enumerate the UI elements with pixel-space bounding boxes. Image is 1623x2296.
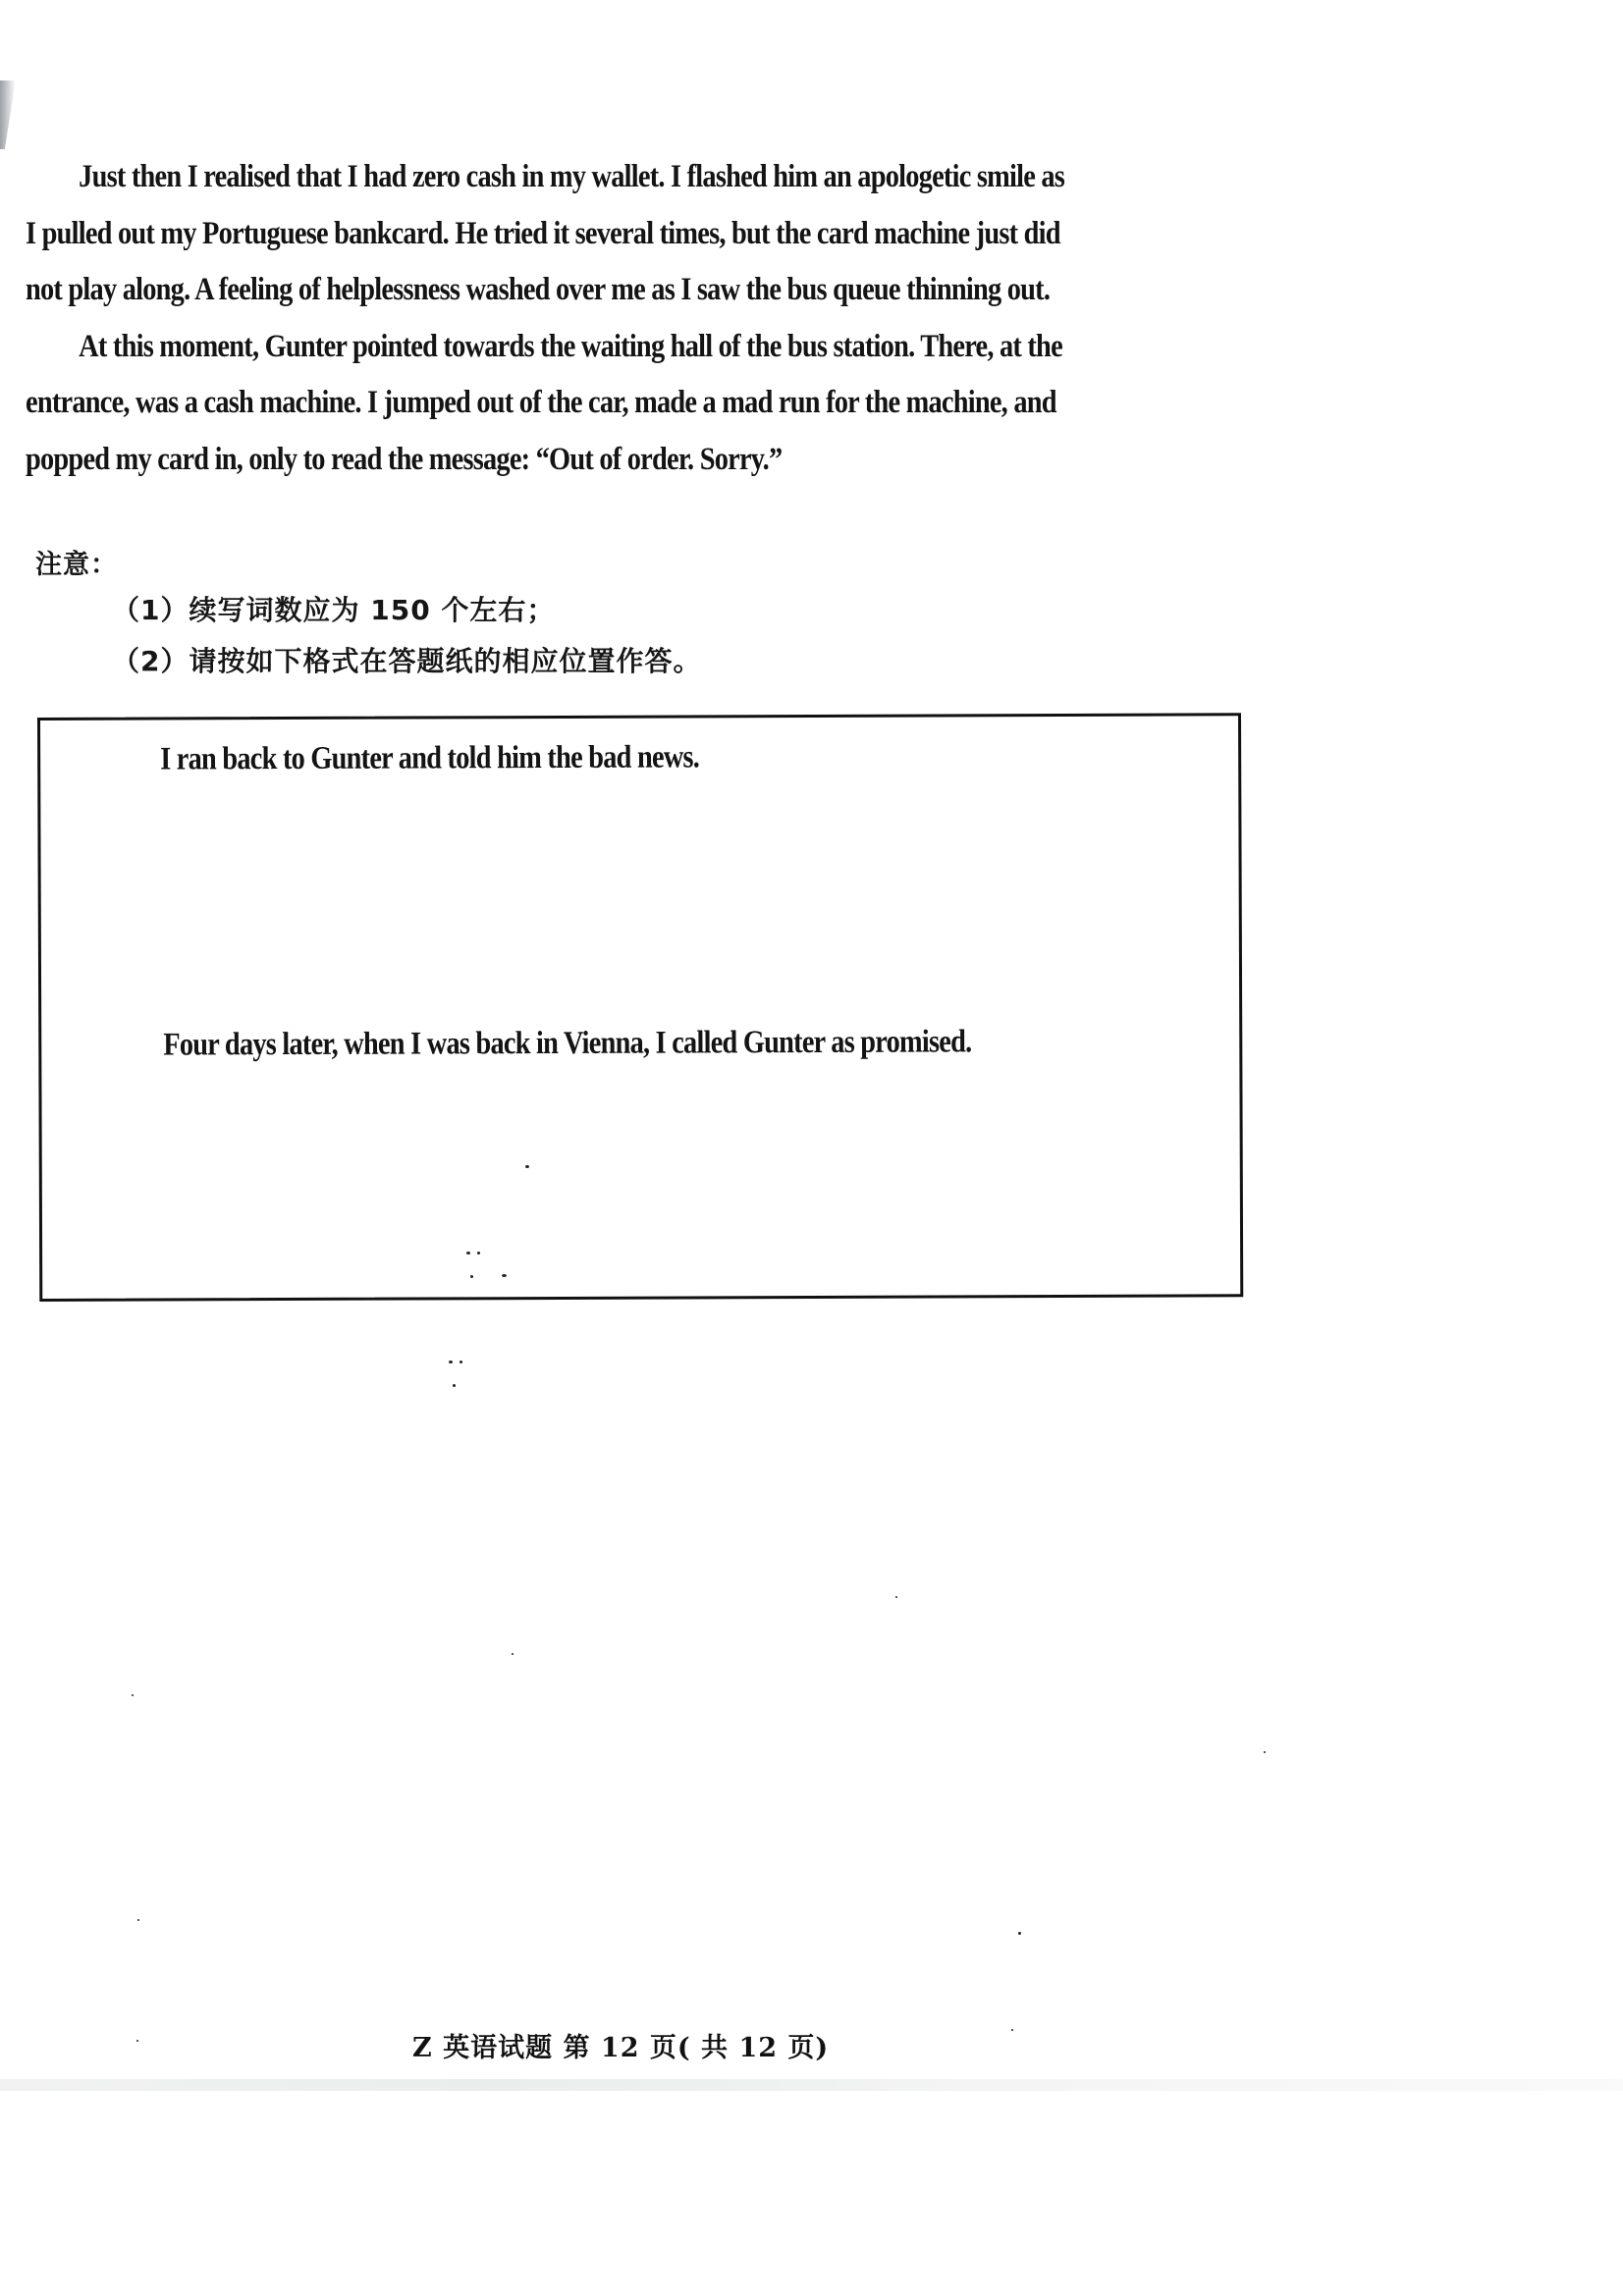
notes-title: 注意：: [35, 550, 118, 580]
instructions-notes: [35, 546, 702, 687]
scan-speck: [1011, 2029, 1013, 2031]
passage-line: At this moment, Gunter pointed towards the waiting hall of the bus station. There, at the: [79, 328, 1062, 364]
scan-speck: [895, 1596, 897, 1598]
passage-line: popped my card in, only to read the message: “Out of order. Sorry.”: [26, 441, 783, 477]
scan-speck: [512, 1653, 514, 1655]
passage-line: I pulled out my Portuguese bankcard. He tried it several times, but the card machine just did: [26, 215, 1060, 251]
scan-speck: [1018, 1932, 1021, 1935]
paragraph-2-opening-sentence: Four days later, when I was back in Vienna, I called Gunter as promised.: [163, 1024, 972, 1063]
scan-speck: [453, 1384, 456, 1387]
reading-passage: [26, 149, 1243, 488]
passage-line: not play along. A feeling of helplessness washed over me as I saw the bus queue thinning out.: [26, 272, 1051, 307]
notes-item-answer-format: （2）请按如下格式在答题纸的相应位置作答。: [112, 645, 702, 677]
passage-paragraph-1: [26, 149, 1244, 319]
passage-line: Just then I realised that I had zero cash in my wallet. I flashed him an apologetic smile as: [79, 159, 1065, 194]
scan-speck: [132, 1694, 134, 1696]
scan-speck: [460, 1361, 462, 1363]
passage-line: entrance, was a cash machine. I jumped out of the car, made a mad run for the machine, and: [26, 385, 1056, 420]
scan-speck: [137, 1919, 139, 1921]
scan-speck: [136, 2040, 138, 2042]
page-footer: Z 英语试题 第 12 页( 共 12 页): [412, 2033, 830, 2063]
scan-speck: [1264, 1751, 1266, 1753]
scan-speck: [525, 1165, 529, 1168]
scan-bottom-band: [0, 2079, 1623, 2091]
scan-speck: [470, 1275, 473, 1278]
scan-speck: [477, 1252, 480, 1255]
scan-speck: [502, 1274, 507, 1277]
scan-speck: [466, 1252, 470, 1255]
answer-format-box: [37, 713, 1243, 1302]
notes-item-word-count: （1）续写词数应为 150 个左右；: [112, 594, 556, 626]
paragraph-1-opening-sentence: I ran back to Gunter and told him the bad news.: [160, 739, 700, 777]
scan-shadow-edge: [0, 80, 16, 149]
passage-paragraph-2: [26, 319, 1244, 489]
scan-speck: [449, 1361, 453, 1363]
